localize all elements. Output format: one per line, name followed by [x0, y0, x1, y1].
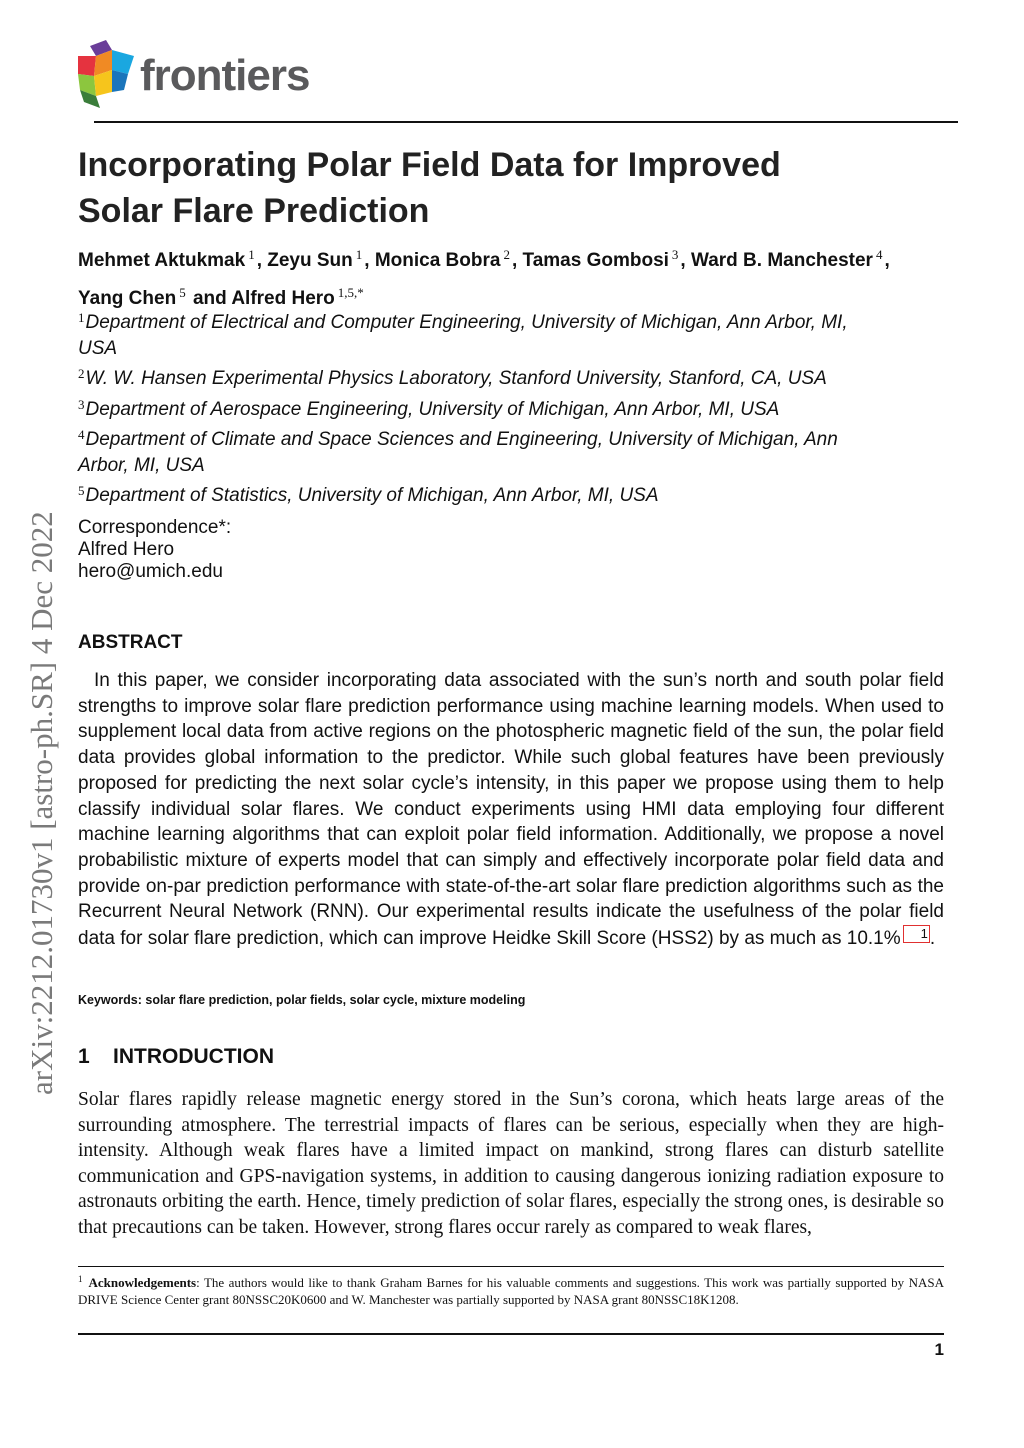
affiliation: [78, 361, 858, 392]
author-name: Tamas Gombosi: [522, 250, 669, 271]
footnote-rule: [78, 1266, 944, 1267]
keywords: Keywords: solar flare prediction, polar fields, solar cycle, mixture modeling: [78, 993, 526, 1007]
header-rule: [94, 121, 958, 123]
affiliation: [78, 305, 858, 361]
affiliation-number: 4: [78, 427, 85, 442]
brand-wordmark: frontiers: [140, 51, 310, 100]
section-number: 1: [78, 1045, 90, 1068]
page-bottom-rule: [78, 1333, 944, 1335]
title-line: Solar Flare Prediction: [78, 192, 430, 230]
correspondence-name: Alfred Hero: [78, 539, 175, 560]
correspondence-email[interactable]: hero@umich.edu: [78, 561, 223, 582]
author-list: [78, 239, 938, 315]
author-separator: ,: [256, 250, 262, 271]
title-line: Incorporating Polar Field Data for Improved: [78, 146, 781, 184]
affiliation-text: Department of Statistics, University of Michigan, Ann Arbor, MI, USA: [85, 485, 659, 506]
footnote: [78, 1271, 944, 1308]
abstract-end: .: [929, 928, 936, 950]
author-separator: ,: [364, 250, 370, 271]
abstract-text: [78, 668, 944, 952]
affiliation: [78, 478, 858, 509]
abstract-body: In this paper, we consider incorporating data associated with the sun’s north and south polar field strengths to improve solar flare prediction performance using machine learning models. When used to supplement local data from active regions on the photospheric magnetic field of the sun, the polar field data provides global information to the predictor. While such global features have been previously proposed for predicting the next solar cycle’s intensity, in this paper we propose using them to help classify individual solar flares. We conduct experiments using HMI data employing four different machine learning algorithms that can exploit polar field information. Additionally, we propose a novel probabilistic mixture of experts model that can simply and effectively incorporate polar field data and provide on-par prediction performance with state-of-the-art solar flare prediction algorithms such as the Recurrent Neural Network (RNN). Our experimental results indicate the usefulness of the polar field data for solar flare prediction, which can improve Heidke Skill Score (HSS2) by as much as 10.1%: [78, 670, 944, 950]
footnote-link[interactable]: 1: [903, 925, 930, 943]
affiliation-list: [78, 305, 858, 509]
affiliation-number: 5: [78, 483, 85, 498]
affiliation: [78, 392, 858, 423]
frontiers-logo: [78, 40, 328, 110]
author-separator: ,: [511, 250, 518, 271]
correspondence-label: Correspondence*:: [78, 517, 232, 538]
frontiers-cube-icon: [78, 40, 138, 110]
affiliation-text: Department of Climate and Space Sciences and Engineering, University of Michigan, Ann Arbor, MI, USA: [78, 429, 838, 476]
affiliation: [78, 422, 858, 478]
author-name: Alfred Hero: [231, 288, 335, 309]
paper-title: [78, 142, 878, 234]
author-affil-sup: 1: [248, 247, 255, 262]
page-number: 1: [934, 1340, 944, 1359]
author-name: Monica Bobra: [374, 250, 501, 271]
author-affil-sup: 5: [179, 285, 186, 300]
arxiv-stamp[interactable]: arXiv:2212.01730v1 [astro-ph.SR] 4 Dec 2022: [24, 511, 59, 1095]
affiliation-text: Department of Aerospace Engineering, University of Michigan, Ann Arbor, MI, USA: [85, 398, 780, 420]
author-name: Yang Chen: [78, 288, 177, 309]
author-conjunction: and: [192, 288, 227, 309]
author-affil-sup: 3: [671, 247, 679, 262]
affiliation-number: 3: [78, 396, 85, 412]
author-name: Mehmet Aktukmak: [78, 250, 246, 271]
author-name: Zeyu Sun: [267, 250, 353, 271]
footnote-number: 1: [78, 1274, 83, 1284]
correspondence-block: [78, 517, 231, 583]
author-affil-sup: 4: [875, 247, 883, 262]
section-title: INTRODUCTION: [113, 1045, 274, 1068]
author-separator: ,: [884, 250, 890, 271]
section-heading: [78, 1045, 274, 1069]
author-name: Ward B. Manchester: [690, 250, 873, 271]
author-affil-sup: 2: [503, 247, 510, 262]
affiliation-number: 1: [78, 310, 85, 325]
abstract-heading: ABSTRACT: [78, 632, 183, 653]
affiliation-text: W. W. Hansen Experimental Physics Laboratory, Stanford University, Stanford, CA, USA: [85, 368, 827, 389]
author-affil-sup: 1,5,*: [337, 285, 364, 300]
author-separator: ,: [680, 250, 686, 271]
footnote-label: Acknowledgements: [88, 1275, 197, 1290]
intro-paragraph: Solar flares rapidly release magnetic energy stored in the Sun’s corona, which heats large areas of the surrounding atmosphere. The terrestrial impacts of flares can be serious, especially when they are high-intensity. Although weak flares have a limited impact on mankind, strong flares can disturb satellite communication and GPS-navigation systems, in addition to causing dangerous ionizing radiation exposure to astronauts orbiting the earth. Hence, timely prediction of solar flares, especially the strong ones, is desirable so that precautions can be taken. However, strong flares occur rarely as compared to weak flares,: [78, 1089, 944, 1238]
footnote-text: : The authors would like to thank Graham Barnes for his valuable comments and suggestions. This work was partially supported by NASA DRIVE Science Center grant 80NSSC20K0600 and W. Manchester was partially supported by NASA grant 80NSSC18K1208.: [78, 1275, 944, 1307]
affiliation-text: Department of Electrical and Computer Engineering, University of Michigan, Ann Arbor, MI, USA: [78, 312, 848, 359]
affiliation-number: 2: [78, 366, 85, 381]
author-affil-sup: 1: [355, 247, 363, 262]
